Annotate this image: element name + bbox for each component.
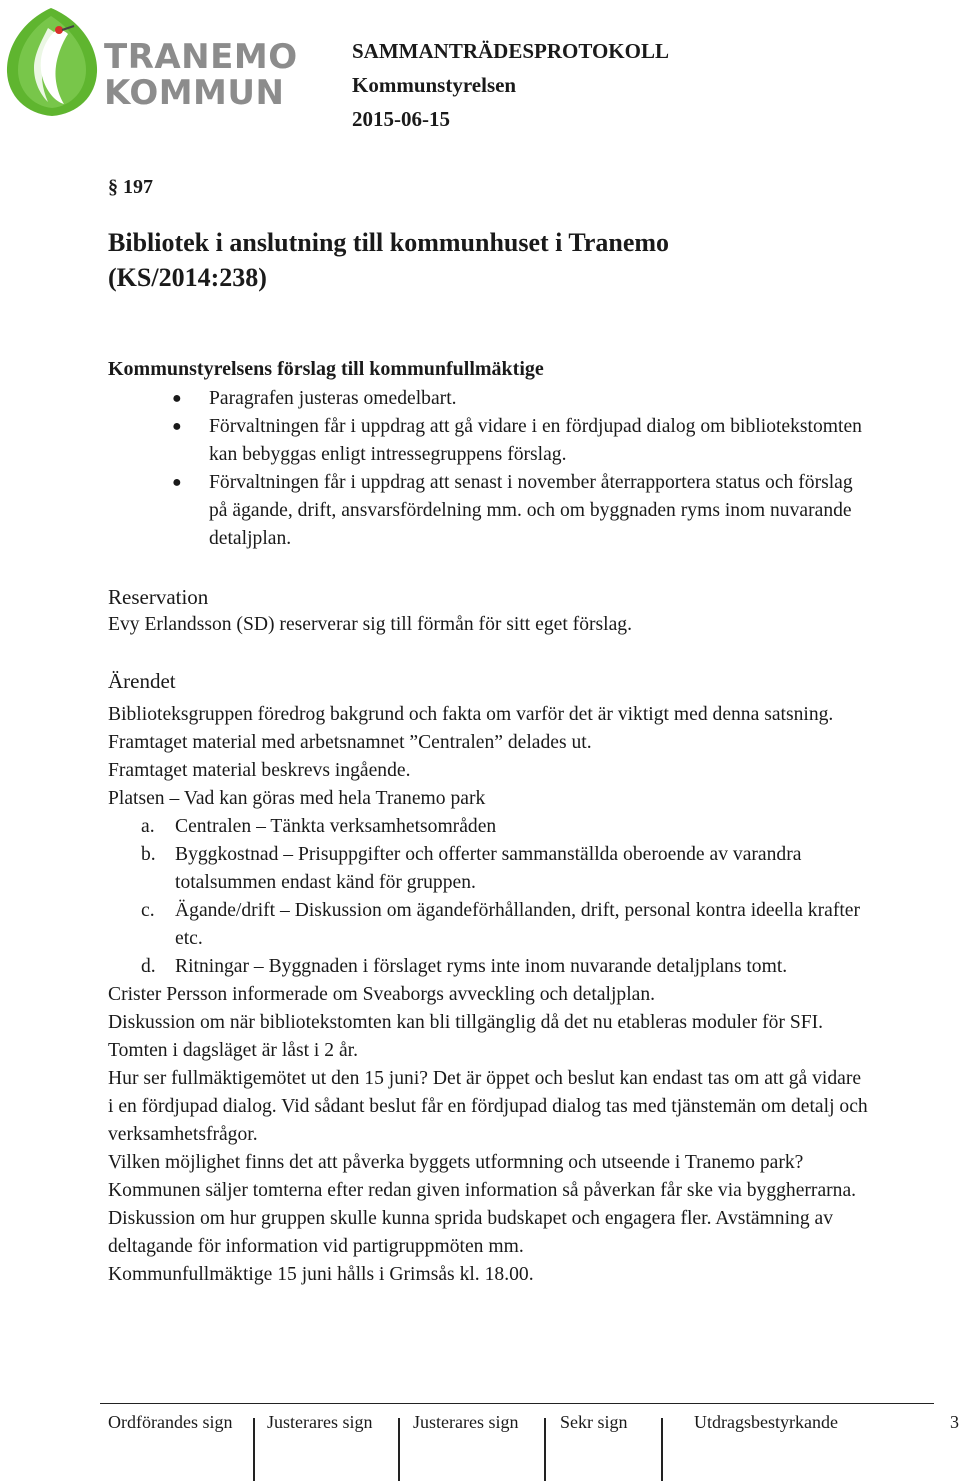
list-text: Ägande/drift – Diskussion om ägandeförhållanden, drift, personal kontra ideella krafter etc. — [175, 900, 861, 949]
arendet-paragraph: Crister Persson informerade om Sveaborgs avveckling och detaljplan. — [108, 984, 656, 1005]
footer-divider — [100, 1403, 934, 1404]
list-item — [108, 469, 868, 553]
footer-chair-sign: Ordförandes sign — [108, 1412, 233, 1432]
list-item — [108, 385, 868, 413]
footer-separator — [544, 1418, 546, 1481]
reservation-heading: Reservation — [108, 585, 209, 609]
proposal-bullet-2: Förvaltningen får i uppdrag att gå vidare i en fördjupad dialog om bibliotekstomten kan bebyggas enligt intressegruppens förslag. — [209, 416, 862, 465]
arendet-paragraph: Diskussion om när bibliotekstomten kan bli tillgänglig då det nu etableras moduler för SFI. Tomten i dagsläget är låst i 2 år. — [108, 1012, 824, 1061]
arendet-paragraph: Platsen – Vad kan göras med hela Tranemo park — [108, 788, 486, 809]
page-number: 3 — [950, 1412, 959, 1432]
list-item — [108, 953, 868, 981]
proposal-bullet-3: Förvaltningen får i uppdrag att senast i november återrapportera status och förslag på ägande, drift, ansvarsfördelning mm. och om byggnaden ryms inom nuvarande detaljplan. — [209, 472, 853, 549]
footer-extract-certification: Utdragsbestyrkande — [694, 1412, 838, 1432]
reservation-text: Evy Erlandsson (SD) reserverar sig till förmån för sitt eget förslag. — [108, 614, 632, 635]
proposal-bullet-1: Paragrafen justeras omedelbart. — [209, 388, 457, 409]
logo-text-line1: TRANEMO — [104, 37, 298, 77]
list-text: Ritningar – Byggnaden i förslaget ryms inte inom nuvarande detaljplans tomt. — [175, 956, 788, 977]
footer-secretary-sign: Sekr sign — [560, 1412, 628, 1432]
item-title-line1: Bibliotek i anslutning till kommunhuset i Tranemo — [108, 228, 670, 257]
list-label: a. — [141, 816, 155, 837]
document-body — [108, 355, 868, 1289]
footer-separator — [661, 1418, 663, 1481]
list-text: Byggkostnad – Prisuppgifter och offerter sammanställda oberoende av varandra totalsummen endast känd för gruppen. — [175, 844, 802, 893]
footer-adjuster-sign-1: Justerares sign — [267, 1412, 373, 1432]
document-type: SAMMANTRÄDESPROTOKOLL — [352, 39, 669, 63]
meeting-date: 2015-06-15 — [352, 107, 450, 131]
list-label: b. — [141, 844, 156, 865]
item-title — [108, 225, 669, 295]
proposal-heading: Kommunstyrelsens förslag till kommunfullmäktige — [108, 358, 544, 380]
footer-adjuster-sign-2: Justerares sign — [413, 1412, 519, 1432]
arendet-paragraph: Framtaget material beskrevs ingående. — [108, 760, 411, 781]
list-text: Centralen – Tänkta verksamhetsområden — [175, 816, 497, 837]
arendet-heading: Ärendet — [108, 669, 176, 693]
list-item — [108, 413, 868, 469]
bullet-icon: ● — [172, 474, 182, 491]
arendet-paragraph: Vilken möjlighet finns det att påverka byggets utformning och utseende i Tranemo park? Kommunen säljer tomterna efter redan given information så påverkan får ske via byggherrarna. Diskussion om hur gruppen skulle kunna sprida budskapet och engagera fler. Avstämning av deltagande för information vid partigruppmöten mm. — [108, 1152, 857, 1257]
list-label: d. — [141, 956, 156, 977]
organ-name: Kommunstyrelsen — [352, 73, 517, 97]
crane-logo-icon — [4, 6, 100, 118]
list-item — [108, 897, 868, 953]
proposal-list — [108, 385, 868, 553]
footer-separator — [253, 1418, 255, 1481]
bullet-icon: ● — [172, 390, 182, 407]
logo-text-line2: KOMMUN — [104, 73, 285, 113]
footer-separator — [398, 1418, 400, 1481]
arendet-paragraph: Biblioteksgruppen föredrog bakgrund och fakta om varför det är viktigt med denna satsning. Framtaget material med arbetsnamnet ”Centralen” delades ut. — [108, 704, 834, 753]
arendet-paragraph: Kommunfullmäktige 15 juni hålls i Grimsås kl. 18.00. — [108, 1264, 534, 1285]
document-header — [352, 34, 669, 136]
arendet-paragraph: Hur ser fullmäktigemötet ut den 15 juni? Det är öppet och beslut kan endast tas om att gå vidare i en fördjupad dialog. Vid sådant beslut får en fördjupad dialog tas med tjänstemän om detalj och verksamhetsfrågor. — [108, 1068, 868, 1145]
platsen-list — [108, 813, 868, 981]
tranemo-kommun-logo — [4, 6, 298, 118]
list-label: c. — [141, 900, 155, 921]
paragraph-number: § 197 — [108, 176, 153, 198]
list-item — [108, 841, 868, 897]
bullet-icon: ● — [172, 418, 182, 435]
item-title-line2: (KS/2014:238) — [108, 263, 267, 292]
list-item — [108, 813, 868, 841]
